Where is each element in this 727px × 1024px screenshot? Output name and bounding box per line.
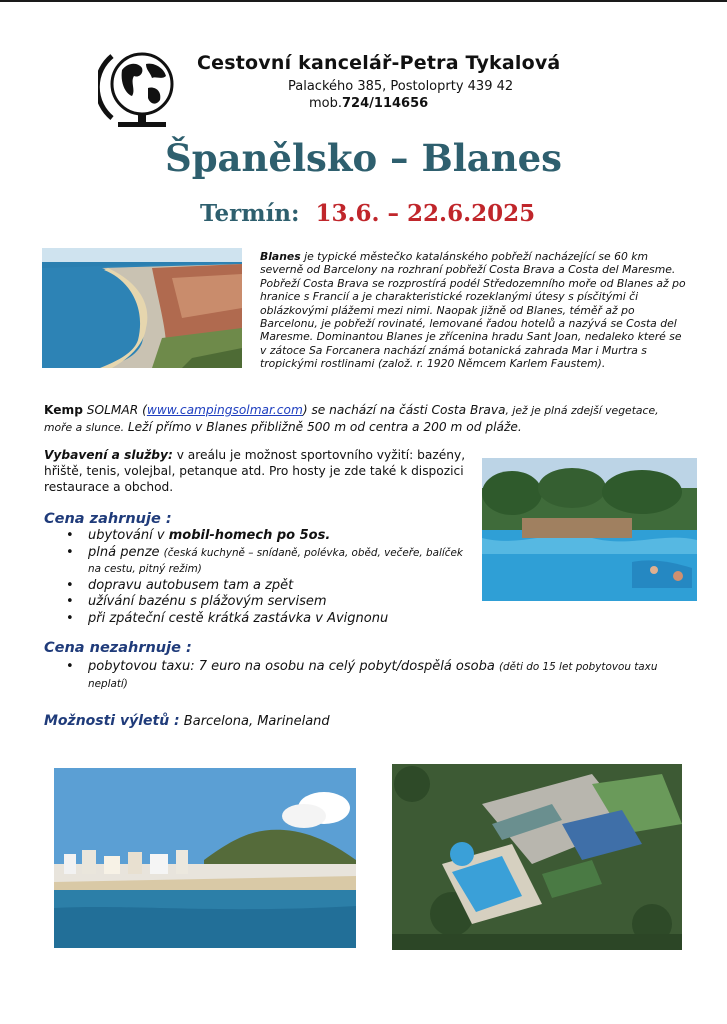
trips-line	[44, 713, 330, 729]
not-included-item-tax	[44, 659, 684, 692]
included-item-pool: • užívání bazénu s plážovým servisem	[44, 594, 474, 611]
trips-label: Možnosti výletů :	[44, 713, 180, 729]
camp-text-2: , jež je plná zdejší vegetace, moře a slunce.	[44, 404, 659, 434]
not-included-heading: Cena nezahrnuje :	[44, 640, 192, 656]
camp-website-link[interactable]: www.campingsolmar.com	[146, 403, 303, 417]
page-title: Španělsko – Blanes	[164, 136, 563, 180]
included-list	[44, 528, 474, 627]
trips-value: Barcelona, Marineland	[179, 714, 330, 729]
camp-pool-photo	[482, 458, 697, 601]
blanes-beach-photo	[54, 768, 356, 948]
agency-address: Palackého 385, Postoloprty 439 42	[288, 79, 514, 94]
services-text: v areálu je možnost sportovního vyžití: bazény, hřiště, tenis, volejbal, petanque atd. Pro hosty je zde také k dispozici restaurace a obchod.	[44, 448, 466, 494]
included-item-accommodation	[44, 528, 474, 545]
services-description	[44, 447, 469, 495]
included-heading: Cena zahrnuje :	[44, 511, 172, 527]
not-included-list	[44, 659, 684, 692]
intro-text	[260, 250, 690, 371]
included-item-transport: • dopravu autobusem tam a zpět	[44, 578, 474, 595]
top-border	[0, 0, 727, 2]
camp-description	[44, 402, 684, 436]
intro-description: je typické městečko katalánského pobřeží nacházející se 60 km severně od Barcelony na rozhraní pobřeží Costa Brava a Costa del Maresme. Pobřeží Costa Brava se rozprostírá podél Středozemního moře od Blanes až po hranice s Francií a je charakteristické rozeklanými útesy s písčitými či oblázkovými plážemi mezi nimi. Naopak jižně od Blanes, téměř až po Barcelonu, je pobřeží rovinaté, lemované řadou hotelů a nazývá se Costa del Maresme. Dominantou Blanes je zřícenina hradu Sant Joan, nedaleko které se v zátoce Sa Forcanera nachází známá botanická zahrada Mar i Murtra s tropickými rostlinami (založ. r. 1920 Němcem Karlem Faustem).	[260, 250, 686, 371]
intro-town-name: Blanes	[260, 250, 301, 263]
camp-name: SOLMAR (	[82, 403, 147, 417]
term-label: Termín:	[200, 200, 300, 227]
camp-text-1: ) se nachází na části Costa Brava	[302, 403, 506, 417]
term-line	[200, 200, 535, 227]
phone-number: 724/114656	[342, 96, 429, 111]
phone-label: mob.	[309, 96, 343, 111]
included-item-2-note: (česká kuchyně – snídaně, polévka, oběd, večeře, balíček na cestu, pitný režim)	[88, 546, 463, 575]
not-included-item-note: (děti do 15 let pobytovou taxu neplatí)	[88, 661, 658, 690]
camp-label: Kemp	[44, 403, 83, 417]
agency-phone	[309, 96, 428, 111]
included-item-1-text: ubytování v	[88, 528, 169, 543]
blanes-coast-photo	[42, 248, 242, 368]
services-label: Vybavení a služby:	[44, 448, 173, 462]
included-item-stop: • při zpáteční cestě krátká zastávka v Avignonu	[44, 611, 474, 628]
not-included-item-text: pobytovou taxu: 7 euro na osobu na celý pobyt/dospělá osoba	[88, 659, 499, 674]
term-dates: 13.6. – 22.6.2025	[315, 200, 536, 227]
included-item-2-text: plná penze	[88, 544, 164, 560]
camp-text-3: Leží přímo v Blanes přibližně 500 m od centra a 200 m od pláže.	[124, 420, 522, 434]
agency-name: Cestovní kancelář-Petra Tykalová	[197, 52, 561, 74]
included-item-1-bold: mobil-homech po 5os.	[168, 528, 331, 543]
camp-aerial-photo	[392, 764, 682, 950]
globe-logo-icon	[98, 44, 186, 132]
included-item-full-board	[44, 545, 474, 578]
